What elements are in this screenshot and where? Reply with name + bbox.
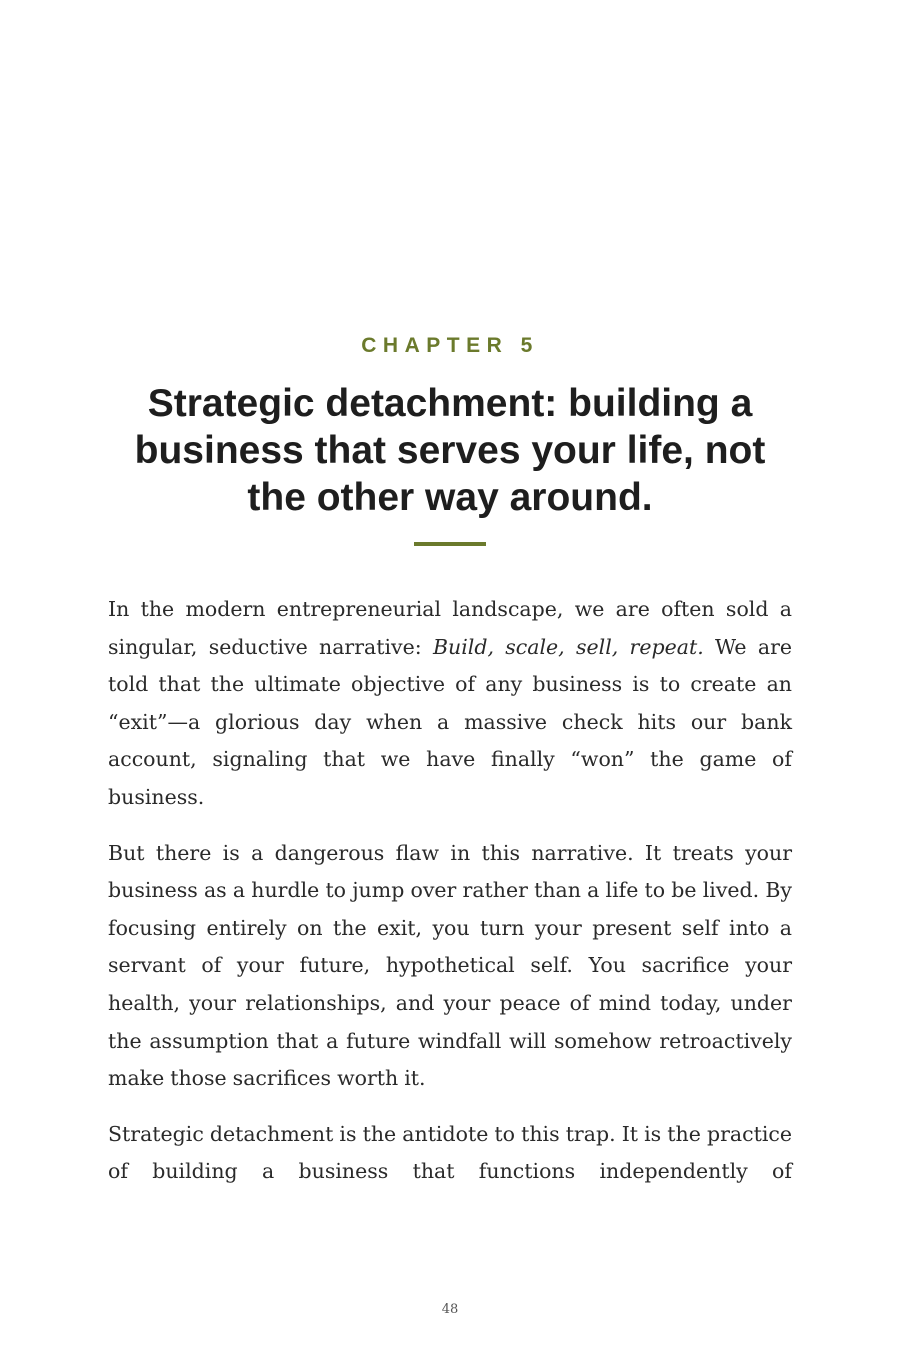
chapter-body [108, 591, 792, 1209]
paragraph-text: In the modern entrepreneurial landscape, we are often sold a singular, seductive narrative: [108, 597, 792, 659]
paragraph-text: We are told that the ultimate objective of any business is to create an “exit”—a glorious day when a massive check hits our bank account, signaling that we have finally “won” the game of business. [108, 634, 793, 809]
chapter-title: Strategic detachment: building a business that serves your life, not the other way around. [134, 382, 766, 519]
body-paragraph [108, 591, 792, 817]
title-divider [414, 542, 486, 546]
page-number: 48 [441, 1302, 459, 1317]
body-paragraph: But there is a dangerous flaw in this narrative. It treats your business as a hurdle to jump over rather than a life to be lived. By focusing entirely on the exit, you turn your present self into a servant of your future, hypothetical self. You sacrifice your health, your relationships, and your peace of mind today, under the assumption that a future windfall will somehow retroactively make those sacrifices worth it. [108, 840, 792, 1091]
emphasized-phrase: Build, scale, sell, repeat. [432, 634, 704, 659]
body-paragraph: Strategic detachment is the antidote to this trap. It is the practice of building a business that functions independently of [108, 1121, 792, 1184]
chapter-label: CHAPTER 5 [361, 334, 539, 357]
